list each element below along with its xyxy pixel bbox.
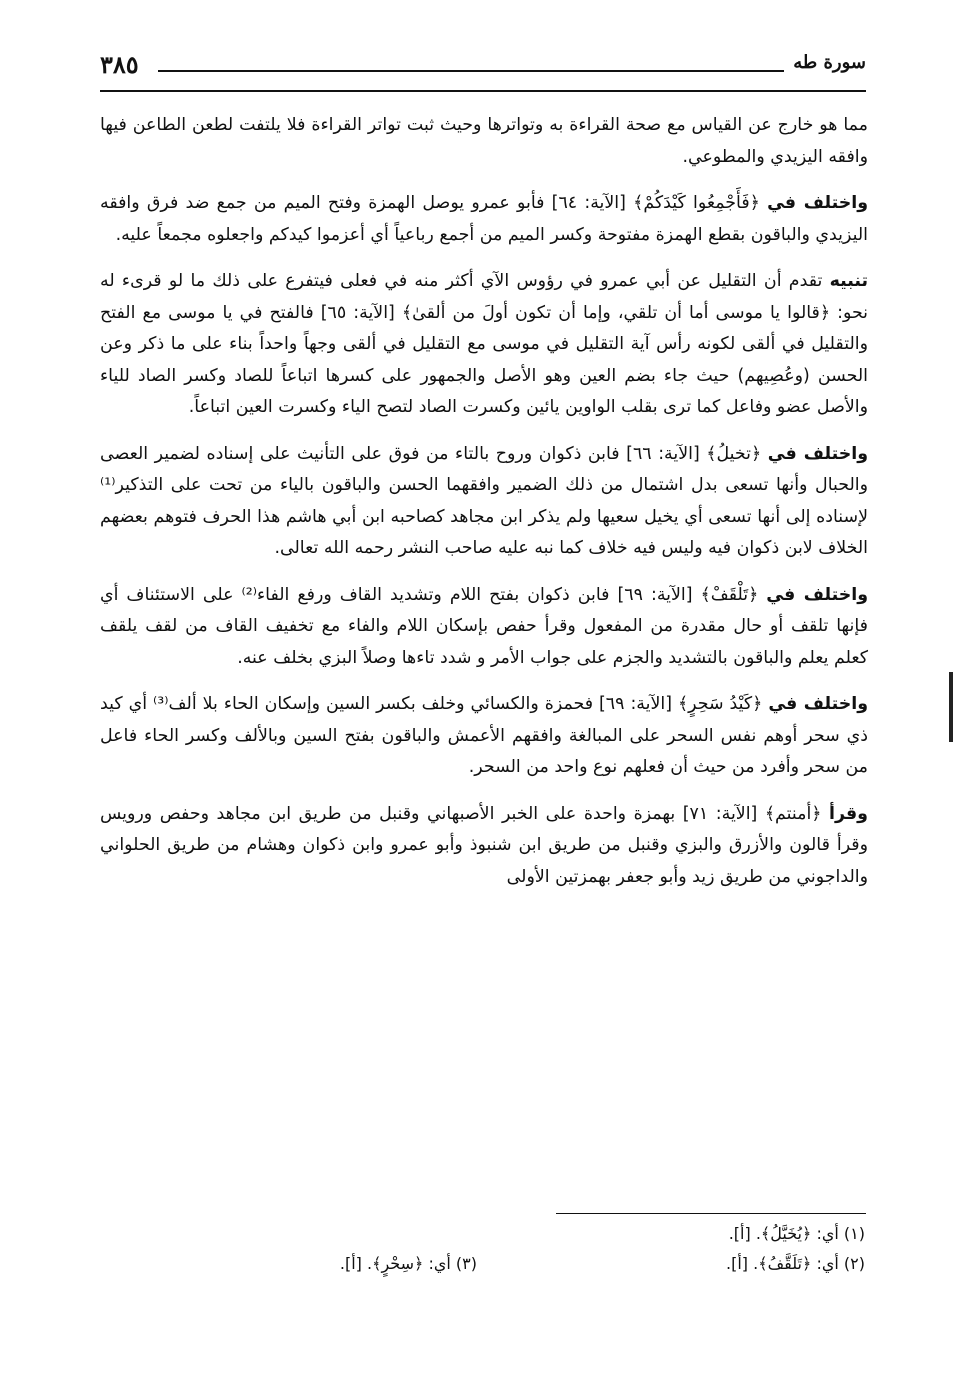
page-header [100,50,866,90]
page-number: ٣٨٥ [100,50,139,79]
paragraph-text: ﴿كَيْدُ سَحِرٍ﴾ [الآية: ٦٩] فحمزة والكسائي وخلف بكسر السين وإسكان الحاء بلا ألف⁽³⁾ أي كيد ذي سحر أوهم نفس السحر على المبالغة وافقهم الأعمش والباقون بفتح السين وبالألف وكسر الحاء فاعل من سحر وأفرد من حيث أن فعلهم نوع واحد من السحر. [100,694,868,777]
header-line [158,70,784,72]
paragraph [100,439,868,565]
header-rule [100,90,866,92]
paragraph-lead: واختلف في [767,443,869,464]
paragraph-text: ﴿أمنتم﴾ [الآية: ٧١] بهمزة واحدة على الخبر الأصبهاني وقنبل من طريق ابن مجاهد وحفص ورويس وقرأ قالون والأزرق والبزي وقنبل من طريق ابن شنبوذ وأبو عمرو وابن ذكوان وهشام من طريق الحلواني والداجوني من طريق زيد وأبو جعفر بهمزتين الأولى [100,803,868,887]
paragraph-text: ﴿تَلْقَفْ﴾ [الآية: ٦٩] فابن ذكوان بفتح اللام وتشديد القاف ورفع الفاء⁽²⁾ على الاستئناف أي فإنها تلقف أو حال مقدرة من المفعول وقرأ حفص بإسكان اللام والفاء مع تخفيف القاف من لقف يلقف كعلم يعلم والباقون بالتشديد والجزم على جواب الأمر و شدد تاءها وصلاً البزي بخلف عنه. [100,584,868,668]
footnote: (٢) أي: ﴿تَلَقَّفُ﴾. [أ]. [726,1254,865,1273]
surah-title: سورة طه [793,52,866,73]
paragraph [100,266,868,424]
paragraph-text: تقدم أن التقليل عن أبي عمرو في رؤوس الآي أكثر منه في فعلى فيتفرع على ذلك ما لو قرىء له نحو: ﴿قالوا يا موسى أما أن تلقي، وإما أن تكون أولَ من ألقىٰ﴾ [الآية: ٦٥] فالفتح في يا موسى مع الفتح والتقليل في ألقى لكونه رأس آية التقليل في موسى مع التقليل في ألقى وجهاً واحداً بناء على ما ذكر وعن الحسن (وعُصِيهم) حيث جاء بضم العين وهو الأصل والجمهور على كسرها اتباعاً للصاد وكسر الصاد للياء والأصل عضو وفاعل كما ترى بقلب الواوين يائين وكسرت الصاد لتصح الياء وكسرت العين اتباعاً. [100,271,869,417]
paragraph [100,110,868,173]
main-text [100,110,868,908]
footnote: (٣) أي: ﴿سِحْرٍ﴾. [أ]. [339,1254,477,1273]
margin-mark [949,672,953,742]
paragraph-lead: واختلف في [768,694,869,714]
paragraph-lead: تنبيه [829,271,868,291]
footnote: (١) أي: ﴿يُخَيَّلُ﴾. [أ]. [728,1224,865,1243]
paragraph-lead: واختلف في [766,584,869,605]
paragraph [100,188,868,251]
paragraph [100,799,868,894]
footnote-rule [556,1213,866,1214]
paragraph [100,689,868,784]
paragraph-text: مما هو خارج عن القياس مع صحة القراءة به وتواترها وحيث ثبت تواتر القراءة فلا يلتفت لطعن الطاعن فيها وافقه اليزيدي والمطوعي. [100,115,868,167]
paragraph-text: ﴿تخيلُ﴾ [الآية: ٦٦] فابن ذكوان وروح بالتاء من فوق على التأنيث على إسناده لضمير العصى والحبال وأنها تسعى بدل اشتمال من ذلك الضمير وافقهما الحسن والباقون بالياء من تحت على التذكير⁽¹⁾ لإسناده إلى أنها تسعى أي يخيل سعيها ولم يذكر ابن مجاهد كصاحبه ابن أبي هاشم هذا الحرف فتوهم بعضهم الخلاف لابن ذكوان فيه وليس فيه خلاف كما نبه عليه صاحب النشر رحمه الله تعالى. [100,443,868,558]
paragraph-text: ﴿فَأَجْمِعُوا كَيْدَكُمْ﴾ [الآية: ٦٤] فأبو عمرو يوصل الهمزة وفتح الميم من جمع ضد فرق وافقه اليزيدي والباقون بقطع الهمزة مفتوحة وكسر الميم من أجمع رباعياً أي أعزموا كيدكم واجعلوه مجمعاً عليه. [100,193,868,245]
paragraph [100,580,868,675]
paragraph-lead: وقرأ [829,803,868,824]
paragraph-lead: واختلف في [767,193,869,213]
